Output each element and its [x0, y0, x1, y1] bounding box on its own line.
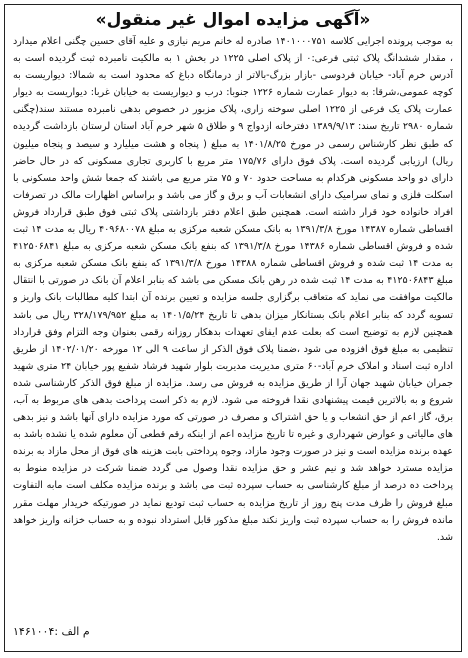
notice-frame — [4, 4, 462, 652]
notice-body: به موجب پرونده اجرایی کلاسه ۱۴۰۱۰۰۰۷۵۱ صادره له خانم مریم نیازی و علیه آقای حسین چگنی اعلام میدارد ، مقدار ششدانگ پلاک ثبتی فرعی:۰ از پلاک اصلی ۱۲۲۵ در بخش ۱ به مالکیت نامبرده ثبت گردیده است به آدرس خرم آباد- خیابان فردوسی -بازار بزرگ-بالاتر از درمانگاه دباغ که محدود است به شمالا: دیواریست به کوچه عمومی،شرقا: به دیوار عمارت شماره ۱۲۲۶ جنوبا: درب و دیواریست به خیابان غربا: دیواریست به دیوار عمارت پلاک یک فرعی از ۱۲۲۵ اصلی سوخته زاری، پلاک مزبور در خصوص بدهی نامبرده مستند سند(چگنی شماره ۲۹۸۰ تاریخ سند: ۱۳۸۹/۹/۱۳ دفترخانه ازدواج ۹ و طلاق ۵ شهر خرم آباد استان لرستان بازداشت گردیده که طبق نظر کارشناس رسمی در مورخ ۱۴۰۱/۸/۲۵ به مبلغ ( پنجاه و هشت میلیارد و سیصد و پنجاه میلیون ریال) ارزیابی گردیده است. پلاک فوق دارای ۱۷۵/۷۶ متر مربع با کاربری تجاری مسکونی که در حال حاضر دارای دو واحد مسکونی هرکدام به مساحت حدود ۷۰ و ۷۵ متر مربع می باشند که جمعا شش واحد مسکونی با اسکلت فلزی و نمای سرامیک دارای انشعابات آب و برق و گاز می باشد و براساس اظهارات مالک در تصرفات افراد خانواده خود قرار داشته است. همچنین طبق اعلام دفتر بازداشتی پلاک ثبتی فوق طبق قرارداد فروش اقساطی شماره ۱۴۳۸۷ مورخ ۱۳۹۱/۳/۸ به بانک مسکن شعبه مرکزی به مبلغ ۴۰۹۶۸۰۰۷۸ ریال به مدت ۱۴ ثبت شده و فروش اقساطی شماره ۱۴۳۸۶ مورخ ۱۳۹۱/۳/۸ که بنفع بانک مسکن شعبه مرکزی به مبلغ ۴۱۲۵۰۶۸۴۱ به مدت ۱۴ ثبت شده و فروش اقساطی شماره ۱۴۳۸۸ مورخ ۱۳۹۱/۳/۸ که بنفع بانک مسکن شعبه مرکزی به مبلغ ۴۱۲۵۰۶۸۴۳ به مدت ۱۴ ثبت شده در رهن بانک مسکن می باشد که بنابر اعلام آن بانک در صورتی با انتقال مالکیت موافقت می نماید که متعاقب برگزاری جلسه مزایده و تعیین برنده آن ابتدا کلیه مطالبات بانک واریز و تسویه گردد که بنابر اعلام بانک بستانکار میزان بدهی تا تاریخ ۱۴۰۱/۵/۲۴ به مبلغ ۳۲۸/۱۷۹/۹۵۲ ریال می باشد همچنین لازم به توضیح است که بعلت عدم ایفای تعهدات بدهکار روزانه رقمی بعنوان وجه التزام وفق قرارداد تنظیمی به مبلغ فوق افزوده می شود ،ضمنا پلاک فوق الذکر از ساعت ۹ الی ۱۲ مورخه ۱۴۰۲/۰۱/۲۰ از طریق اداره ثبت اسناد و املاک خرم آباد-۶۰ متری مدیریت مدیریت بلوار شهید فرشاد شفیع پور خیابان ۲۴ متری شهید جمران خیابان شهید جهان آرا از طریق مزایده به فروش می رسد. مزایده از مبلغ فوق الذکر کارشناسی شده شروع و به بالاترین قیمت پیشنهادی نقدا فروخته می شود. لازم به ذکر است پرداخت بدهی های مربوط به آب، برق، گاز اعم از حق انشعاب و یا حق اشتراک و مصرف در صورتی که مورد مزایده دارای آنها باشد و نیز بدهی های مالیاتی و عوارض شهرداری و غیره تا تاریخ مزایده اعم از اینکه رقم قطعی آن معلوم شده یا نشده باشد به عهده برنده مزایده است و نیز در صورت وجود مازاد، وجوه پرداختی بابت هزینه های فوق از محل مازاد به برنده مزایده مسترد خواهد شد و نیم عشر و حق مزایده نقدا وصول می گردد ضمنا شرکت در مزایده منوط به پرداخت ده درصد از مبلغ کارشناسی به حساب سپرده ثبت می باشد و برنده مزایده مکلف است مابه التفاوت مبلغ فروش را ظرف مدت پنج روز از تاریخ مزایده به حساب ثبت تودیع نماید در صورتیکه خریدار مهلت مقرر مانده فروش را به حساب سپرده ثبت واریز نکند مبلغ مذکور قابل استرداد نبوده و به حساب خزانه واریز خواهد شد. — [13, 36, 453, 543]
notice-title: «آگهی مزایده اموال غیر منقول» — [95, 10, 371, 30]
notice-reference-number: م الف :۱۴۶۱۰۰۴ — [13, 625, 90, 638]
